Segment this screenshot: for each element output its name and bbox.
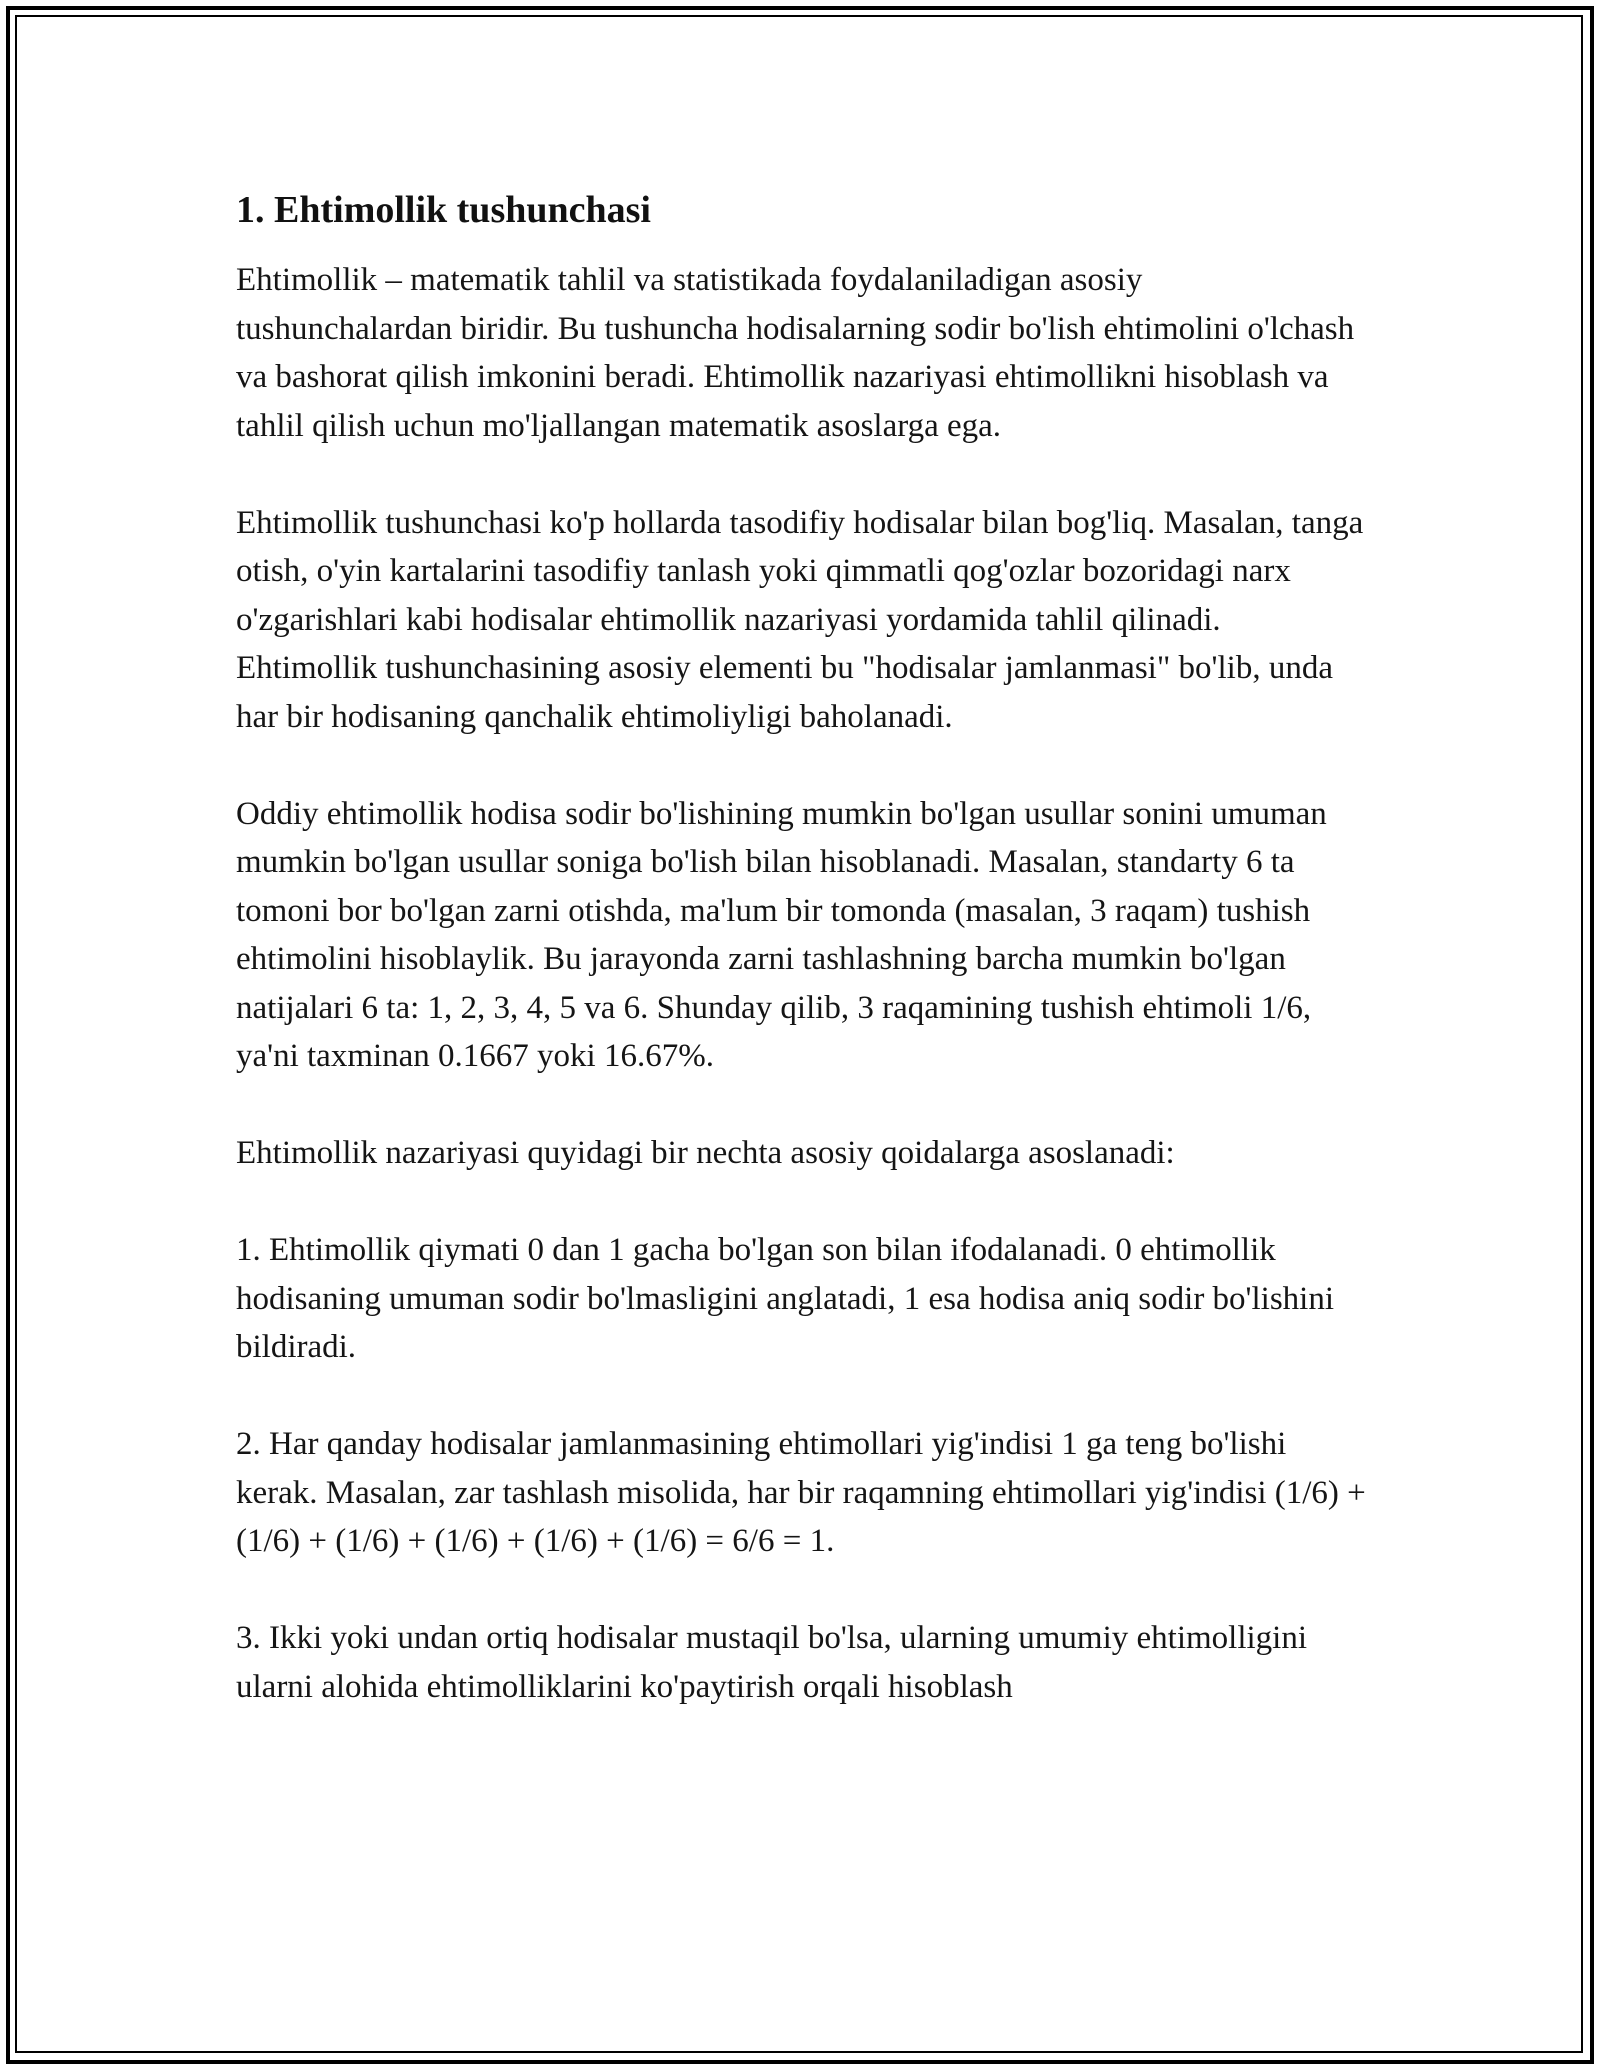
paragraph-rule-2: 2. Har qanday hodisalar jamlanmasining ehtimollari yig'indisi 1 ga teng bo'lishi kerak. Masalan, zar tashlash misolida, har bir raqamning ehtimollari yig'indisi (1/6) + (1/6) + (1/6) + (1/6) + (1/6) + (1/6) = 6/6 = 1. [236, 1426, 1366, 1559]
paragraph-random-events: Ehtimollik tushunchasi ko'p hollarda tasodifiy hodisalar bilan bog'liq. Masalan, tanga otish, o'yin kartalarini tasodifiy tanlash yoki qimmatli qog'ozlar bozoridagi narx o'zgarishlari kabi hodisalar ehtimollik nazariyasi yordamida tahlil qilinadi. Ehtimollik tushunchasining asosiy elementi bu "hodisalar jamlanmasi" bo'lib, unda har bir hodisaning qanchalik ehtimoliyligi baholanadi. [236, 504, 1364, 735]
paragraph-rules-intro: Ehtimollik nazariyasi quyidagi bir nechta asosiy qoidalarga asoslanadi: [236, 1135, 1175, 1171]
document-body [236, 186, 1366, 1760]
paragraph-intro: Ehtimollik – matematik tahlil va statistikada foydalaniladigan asosiy tushunchalardan biridir. Bu tushuncha hodisalarning sodir bo'lish ehtimolini o'lchash va bashorat qilish imkonini beradi. Ehtimollik nazariyasi ehtimollikni hisoblash va tahlil qilish uchun mo'ljallangan matematik asoslarga ega. [236, 262, 1355, 444]
section-heading: 1. Ehtimollik tushunchasi [236, 189, 651, 231]
paragraph-rule-1: 1. Ehtimollik qiymati 0 dan 1 gacha bo'lgan son bilan ifodalanadi. 0 ehtimollik hodisaning umuman sodir bo'lmasligini anglatadi, 1 esa hodisa aniq sodir bo'lishini bildiradi. [236, 1232, 1335, 1365]
paragraph-rule-3: 3. Ikki yoki undan ortiq hodisalar mustaqil bo'lsa, ularning umumiy ehtimolligini ularni alohida ehtimolliklarini ko'paytirish orqali hisoblash [236, 1620, 1308, 1705]
paragraph-simple-probability: Oddiy ehtimollik hodisa sodir bo'lishining mumkin bo'lgan usullar sonini umuman mumkin bo'lgan usullar soniga bo'lish bilan hisoblanadi. Masalan, standarty 6 ta tomoni bor bo'lgan zarni otishda, ma'lum bir tomonda (masalan, 3 raqam) tushish ehtimolini hisoblaylik. Bu jarayonda zarni tashlashning barcha mumkin bo'lgan natijalari 6 ta: 1, 2, 3, 4, 5 va 6. Shunday qilib, 3 raqamining tushish ehtimoli 1/6, ya'ni taxminan 0.1667 yoki 16.67%. [236, 795, 1327, 1074]
